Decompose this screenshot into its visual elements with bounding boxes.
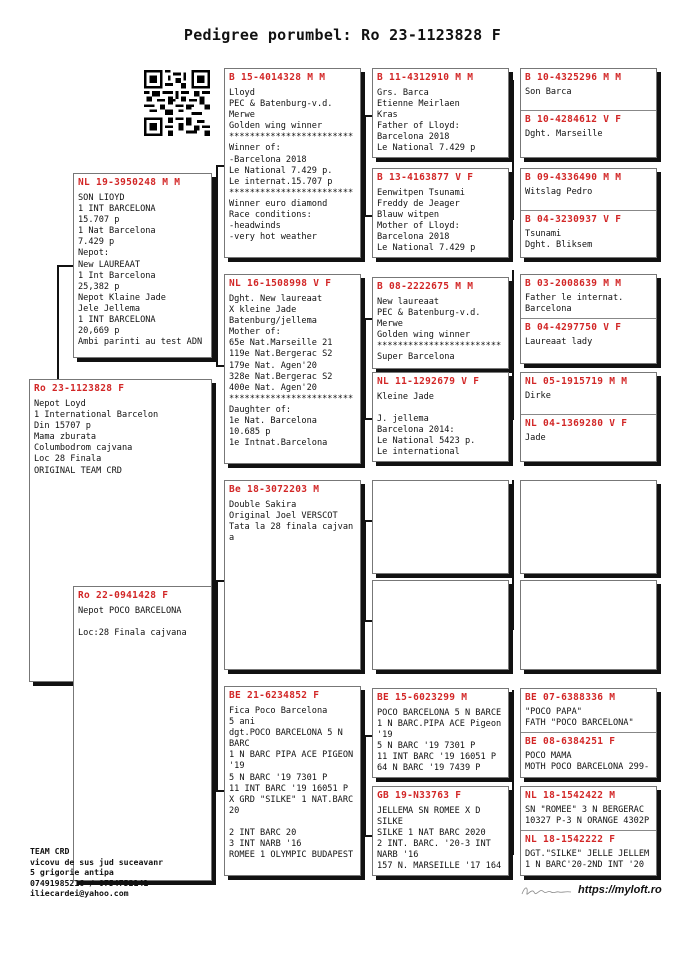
card-text: Witslag Pedro [525, 187, 593, 197]
card-text: JELLEMA SN ROMEE X D SILKE SILKE 1 NAT BARC 2020 2 INT. BARC. '20-3 INT NARB '16 157 N. MARSEILLE '17 164 [377, 806, 502, 872]
pedigree-card-ssd [372, 168, 509, 258]
pedigree-card-empty [372, 480, 509, 574]
connector-line [216, 580, 218, 790]
address-line: 5 grigorie antipa [30, 867, 114, 878]
connector-line [512, 480, 514, 630]
ring-number: B 10-4325296 M M [525, 72, 622, 83]
card-text: SON LIOYD 1 INT BARCELONA 15.707 p 1 Nat Barcelona 7.429 p Nepot: New LAUREAAT 1 Int Barcelona 25,382 p Nepot Klaine Jade Jele Jellema 1 INT BARCELONA 20,669 p Ambi parinti au test ADN [78, 193, 203, 348]
ring-number: NL 05-1915719 M M [525, 376, 628, 387]
connector-line [57, 265, 59, 385]
connector-line [512, 80, 514, 220]
ring-number: B 08-2222675 M M [377, 281, 474, 292]
card-text: Dght. Marseille [525, 129, 603, 140]
pedigree-card-sds [372, 277, 509, 369]
signature-icon [521, 884, 573, 898]
ring-number: BE 07-6388336 M [525, 692, 616, 703]
connector-line [364, 520, 372, 522]
card-text: Fica Poco Barcelona 5 ani dgt.POCO BARCELONA 5 N BARC 1 N BARC PIPA ACE PIGEON '19 5 N BARC '19 7301 P 11 INT BARC '19 16051 P X GRD "SILKE" 1 NAT.BARC 20 2 INT BARC 20 3 INT NARB '16 ROMEE 1 OLYMPIC BUDAPEST [229, 706, 354, 861]
connector-line [364, 835, 372, 837]
card-text: New laureaat PEC & Batenburg-v.d. Merwe Golden wing winner ************************ Super Barcelona [377, 297, 502, 363]
phone-numbers: 07491985216 / 0754752141 [30, 877, 149, 888]
card-text: Son Barca [525, 87, 572, 97]
connector-line [364, 115, 372, 117]
card-text: Grs. Barca Etienne Meirlaen Kras Father of Lloyd: Barcelona 2018 Le National 7.429 p [377, 88, 476, 154]
ring-number: B 03-2008639 M M [525, 278, 622, 289]
ring-number: NL 04-1369280 V F [525, 418, 628, 430]
pedigree-card-dam [73, 586, 212, 881]
ring-number: Be 18-3072203 M [229, 484, 320, 495]
pedigree-card-dd [224, 686, 361, 876]
ring-number: B 10-4284612 V F [525, 114, 622, 126]
connector-line [364, 318, 372, 320]
connector-line [364, 735, 372, 737]
pedigree-card-ds [224, 480, 361, 670]
email: iliecardei@yahoo.com [30, 888, 129, 899]
team-name: TEAM CRD [30, 846, 70, 856]
ring-number: NL 16-1508998 V F [229, 278, 332, 289]
card-text: Lloyd PEC & Batenburg-v.d. Merwe Golden wing winner ************************ Winner of: -Barcelona 2018 Le National 7.429 p. Le internat.15.707 p ************************ Winner euro diamond Race conditions: -headwinds -very hot weather [229, 88, 354, 243]
card-text: Nepot Loyd 1 International Barcelon Din 15707 p Mama zburata Columbodrom cajvana Loc 28 Finala ORIGINAL TEAM CRD [34, 399, 159, 476]
pedigree-card-sd [224, 274, 361, 464]
page-title: Pedigree porumbel: Ro 23-1123828 F [183, 26, 502, 44]
connector-line [512, 270, 514, 420]
card-text: POCO MAMA MOTH POCO BARCELONA 299- [525, 751, 650, 773]
card-text: Tsunami Dght. Bliksem [525, 229, 593, 251]
pedigree-card-pair [520, 274, 657, 364]
connector-line [364, 215, 372, 217]
connector-line [216, 165, 218, 365]
ring-number: BE 15-6023299 M [377, 692, 468, 703]
card-text: Jade [525, 433, 546, 444]
connector-line [364, 520, 366, 620]
breeder-contact [30, 846, 163, 899]
pedigree-card-pair [520, 786, 657, 876]
ring-number: GB 19-N33763 F [377, 790, 462, 801]
address-line: vicovu de sus jud suceavanr [30, 856, 164, 867]
ring-number: NL 18-1542422 M [525, 790, 616, 801]
card-text: Kleine Jade J. jellema Barcelona 2014: Le National 5423 p. Le international [377, 392, 476, 458]
website-link[interactable]: https://myloft.ro [578, 884, 662, 896]
card-text: SN "ROMEE" 3 N BERGERAC 10327 P-3 N ORANGE 4302P [525, 805, 650, 827]
connector-line [364, 318, 366, 418]
card-text: Father le internat. Barcelona [525, 293, 624, 315]
qr-code-icon [144, 70, 210, 136]
card-text: POCO BARCELONA 5 N BARCE 1 N BARC.PIPA ACE Pigeon '19 5 N BARC '19 7301 P 11 INT BARC '19 16051 P 64 N BARC '19 7439 P [377, 708, 502, 774]
pedigree-card-dds [372, 688, 509, 778]
card-text: Laureaat lady [525, 337, 593, 348]
ring-number: NL 11-1292679 V F [377, 376, 480, 387]
pedigree-card-pair [520, 372, 657, 462]
pedigree-card-empty [520, 480, 657, 574]
ring-number: B 09-4336490 M M [525, 172, 622, 183]
ring-number: NL 18-1542222 F [525, 834, 616, 846]
connector-line [364, 735, 366, 835]
card-text: Double Sakira Original Joel VERSCOT Tata la 28 finala cajvan a [229, 500, 354, 544]
ring-number: BE 21-6234852 F [229, 690, 320, 701]
card-text: Dirke [525, 391, 551, 401]
pedigree-card-sss [372, 68, 509, 158]
pedigree-card-empty [520, 580, 657, 670]
pedigree-card-sdd [372, 372, 509, 462]
ring-number: BE 08-6384251 F [525, 736, 616, 748]
card-text: DGT."SILKE" JELLE JELLEM 1 N BARC'20-2ND INT '20 [525, 849, 650, 871]
pedigree-card-ss [224, 68, 361, 258]
card-text: Dght. New laureaat X kleine Jade Batenburg/jellema Mother of: 65e Nat.Marseille 21 119e Nat.Bergerac S2 179e Nat. Agen'20 328e Nat.Bergerac S2 400e Nat. Agen'20 ************************ Daughter of: 1e Nat. Barcelona 10.685 p 1e Intnat.Barcelona [229, 294, 354, 449]
ring-number: Ro 22-0941428 F [78, 590, 169, 601]
pedigree-card-pair [520, 68, 657, 158]
pedigree-card-pair [520, 688, 657, 778]
ring-number: NL 19-3950248 M M [78, 177, 181, 188]
pedigree-card-pair [520, 168, 657, 258]
pedigree-card-sire [73, 173, 212, 358]
connector-line [364, 115, 366, 215]
connector-line [512, 690, 514, 855]
ring-number: B 04-4297750 V F [525, 322, 622, 334]
connector-line [57, 265, 73, 267]
ring-number: B 04-3230937 V F [525, 214, 622, 226]
connector-line [364, 418, 372, 420]
ring-number: B 15-4014328 M M [229, 72, 326, 83]
ring-number: Ro 23-1123828 F [34, 383, 125, 394]
card-text: Eenwitpen Tsunami Freddy de Jeager Blauw witpen Mother of Lloyd: Barcelona 2018 Le National 7.429 p [377, 188, 476, 254]
ring-number: B 13-4163877 V F [377, 172, 474, 183]
card-text: Nepot POCO BARCELONA Loc:28 Finala cajvana [78, 606, 187, 639]
pedigree-card-ddd [372, 786, 509, 876]
card-text: "POCO PAPA" FATH "POCO BARCELONA" [525, 707, 634, 729]
connector-line [364, 620, 372, 622]
ring-number: B 11-4312910 M M [377, 72, 474, 83]
pedigree-card-empty [372, 580, 509, 670]
